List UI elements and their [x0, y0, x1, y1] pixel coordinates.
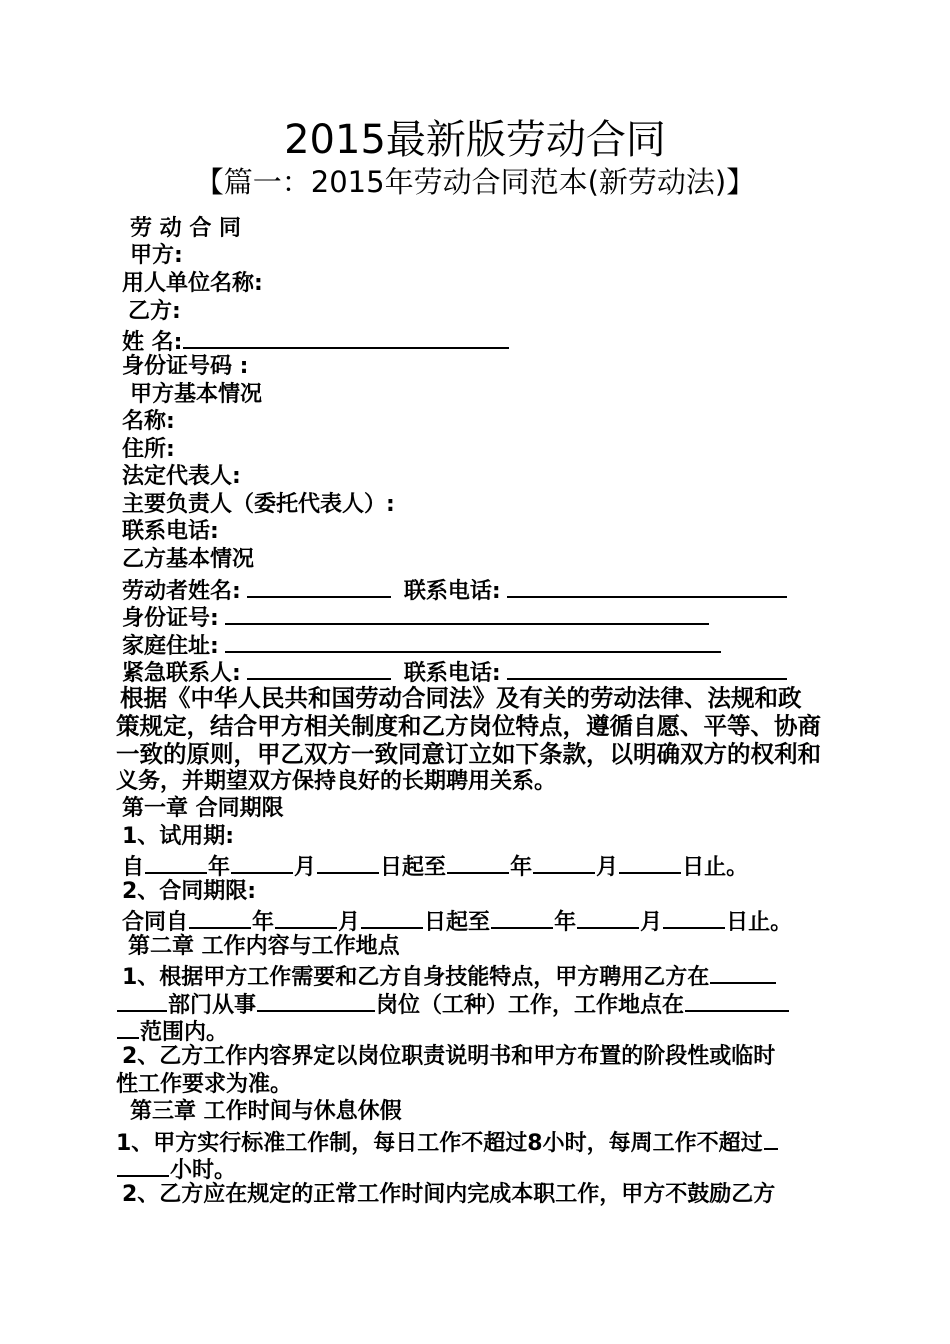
work-hours-line-3: 2、乙方应在规定的正常工作时间内完成本职工作，甲方不鼓励乙方: [122, 1182, 776, 1207]
probation-end-text: 日止。: [682, 855, 749, 880]
chapter-1-heading: 第一章 合同期限: [122, 796, 284, 821]
work-hours-text-1: 1、甲方实行标准工作制，每日工作不超过8小时，每周工作不超过: [116, 1131, 763, 1156]
location-blank-2: [117, 1015, 139, 1039]
id-number-label: 身份证号码 :: [122, 354, 249, 379]
weekly-hours-blank-2: [117, 1153, 169, 1177]
preamble-line-4: 义务，并期望双方保持良好的长期聘用关系。: [116, 769, 557, 794]
legal-rep-label: 法定代表人:: [122, 464, 241, 489]
name-blank: [183, 325, 509, 349]
document-subtitle: 【篇一：2015年劳动合同范本(新劳动法)】: [194, 165, 756, 199]
work-content-text-1: 1、根据甲方工作需要和乙方自身技能特点，甲方聘用乙方在: [122, 965, 710, 990]
contract-heading: 劳 动 合 同: [130, 216, 241, 241]
term-end-month-text: 月: [640, 910, 663, 935]
term-end-text: 日止。: [726, 910, 793, 935]
term-month-text: 月: [338, 910, 361, 935]
document-title: 2015最新版劳动合同: [284, 117, 666, 163]
probation-end-day-blank: [619, 850, 681, 874]
name-label: 姓 名:: [122, 330, 183, 355]
chapter-3-heading: 第三章 工作时间与休息休假: [130, 1099, 402, 1124]
contract-term-label: 2、合同期限:: [122, 879, 257, 904]
preamble-line-3: 一致的原则，甲乙双方一致同意订立如下条款，以明确双方的权利和: [116, 740, 821, 768]
preamble-line-2: 策规定，结合甲方相关制度和乙方岗位特点，遵循自愿、平等、协商: [116, 712, 821, 740]
party-a-phone-label: 联系电话:: [122, 519, 219, 544]
probation-end-year-blank: [447, 850, 509, 874]
scope-text: 范围内。: [140, 1020, 229, 1045]
department-text: 部门从事: [168, 993, 257, 1018]
worker-name-blank: [247, 574, 391, 598]
term-year-text: 年: [252, 910, 275, 935]
probation-end-year-text: 年: [510, 855, 533, 880]
probation-label: 1、试用期:: [122, 824, 235, 849]
party-b-info-heading: 乙方基本情况: [122, 547, 255, 572]
party-a-name-label: 名称:: [122, 409, 175, 434]
preamble-line-1: 根据《中华人民共和国劳动合同法》及有关的劳动法律、法规和政: [120, 684, 802, 712]
party-a-label: 甲方:: [130, 243, 183, 268]
probation-year-text: 年: [208, 855, 231, 880]
term-end-day-blank: [663, 905, 725, 929]
work-definition-line-2: 性工作要求为准。: [116, 1072, 293, 1097]
department-blank-2: [117, 988, 167, 1012]
probation-day-to-text: 日起至: [380, 855, 447, 880]
home-address-blank: [225, 629, 721, 653]
emergency-phone-blank: [507, 656, 787, 680]
term-end-year-blank: [491, 905, 553, 929]
emergency-contact-blank: [247, 656, 391, 680]
party-a-info-heading: 甲方基本情况: [130, 382, 263, 407]
position-blank: [257, 988, 375, 1012]
emergency-phone-label: 联系电话:: [403, 661, 501, 686]
employer-name-label: 用人单位名称:: [122, 271, 263, 296]
department-blank-1: [710, 960, 776, 984]
party-a-address-label: 住所:: [122, 437, 175, 462]
term-start-year-blank: [189, 905, 251, 929]
worker-phone-blank: [507, 574, 787, 598]
term-day-to-text: 日起至: [424, 910, 491, 935]
party-b-label: 乙方:: [128, 299, 181, 324]
probation-end-month-blank: [533, 850, 595, 874]
home-address-label: 家庭住址:: [122, 634, 219, 659]
worker-phone-label: 联系电话:: [403, 579, 501, 604]
probation-start-year-blank: [145, 850, 207, 874]
hours-text: 小时。: [170, 1158, 237, 1183]
worker-id-blank: [225, 601, 709, 625]
probation-start-day-blank: [317, 850, 379, 874]
probation-from-text: 自: [122, 855, 145, 880]
probation-start-month-blank: [231, 850, 293, 874]
term-end-month-blank: [577, 905, 639, 929]
location-blank-1: [685, 988, 789, 1012]
term-start-month-blank: [275, 905, 337, 929]
probation-month-text: 月: [294, 855, 317, 880]
weekly-hours-blank-1: [764, 1126, 778, 1150]
probation-end-month-text: 月: [596, 855, 619, 880]
term-end-year-text: 年: [554, 910, 577, 935]
chapter-2-heading: 第二章 工作内容与工作地点: [128, 934, 400, 959]
principal-label: 主要负责人（委托代表人）:: [122, 492, 395, 517]
work-definition-line-1: 2、乙方工作内容界定以岗位职责说明书和甲方布置的阶段性或临时: [122, 1044, 776, 1069]
term-from-text: 合同自: [122, 910, 189, 935]
worker-id-label: 身份证号:: [122, 606, 219, 631]
worker-name-label: 劳动者姓名:: [122, 579, 241, 604]
position-location-text: 岗位（工种）工作，工作地点在: [376, 993, 685, 1018]
emergency-contact-label: 紧急联系人:: [122, 661, 241, 686]
term-start-day-blank: [361, 905, 423, 929]
